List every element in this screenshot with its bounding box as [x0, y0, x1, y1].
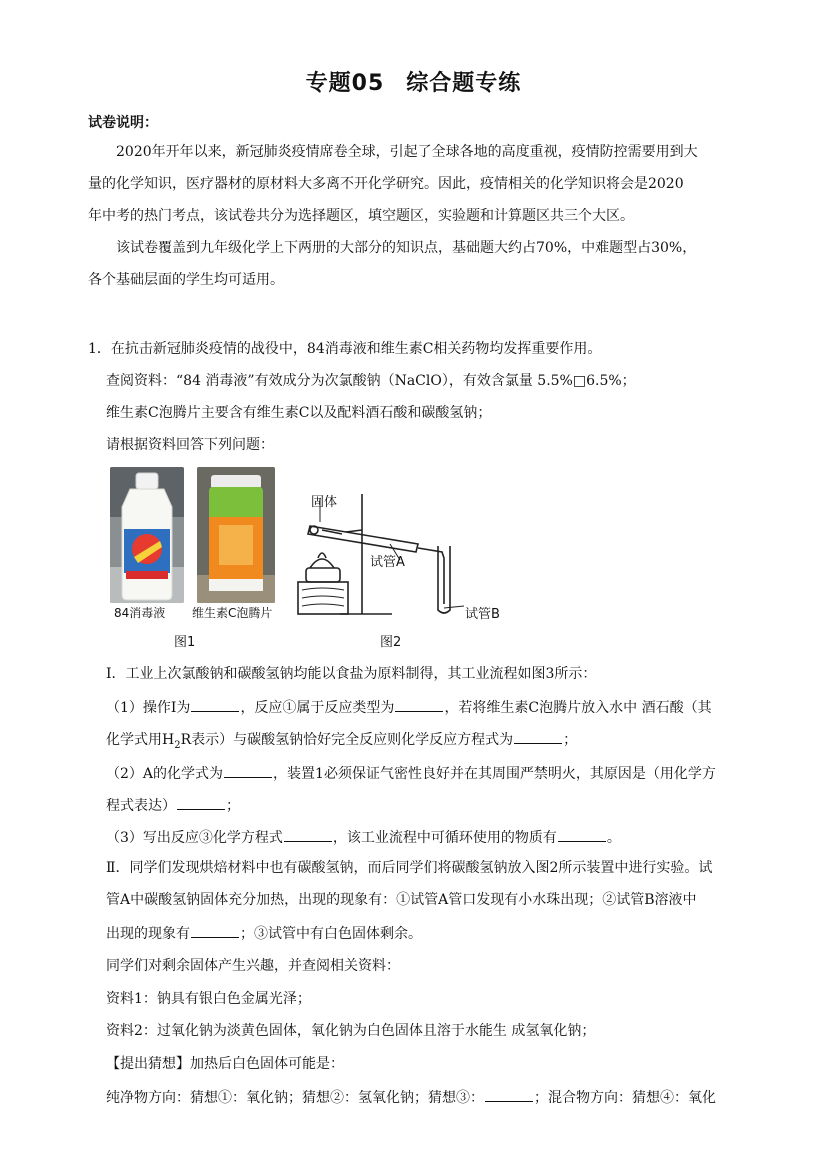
section-heading: 试卷说明：	[88, 115, 158, 131]
reference-info-1: 查阅资料：“84 消毒液”有效成分为次氯酸钠（NaClO），有效含氯量 5.5%□6.5%；	[106, 373, 636, 389]
answer-blank	[191, 923, 239, 938]
figure-2-label: 图2	[380, 635, 402, 650]
part1-intro: Ⅰ．工业上次氯酸钠和碳酸氢钠均能以食盐为原料制得，其工业流程如图3所示：	[106, 666, 597, 682]
photo2-caption: 维生素C泡腾片	[192, 606, 273, 620]
photo1-caption: 84消毒液	[114, 606, 166, 620]
hypothesis-line: 纯净物方向：猜想①：氧化钠；猜想②：氢氧化钠；猜想③： ；混合物方向：猜想④：氧化	[106, 1087, 716, 1107]
page-title	[0, 66, 827, 97]
figure-1-label: 图1	[174, 635, 196, 650]
answer-blank	[177, 795, 225, 810]
vitamin-c-photo	[197, 467, 275, 603]
label-solid: 固体	[311, 495, 338, 510]
answer-blank	[558, 827, 606, 842]
answer-blank	[485, 1087, 533, 1102]
subquestion-1-line-1: （1）操作Ⅰ为 ，反应①属于反应类型为 ，若将维生素C泡腾片放入水中 酒石酸（其	[106, 697, 712, 717]
intro-line-1: 2020年开年以来，新冠肺炎疫情席卷全球，引起了全球各地的高度重视，疫情防控需要用到大	[116, 144, 698, 160]
disinfectant-photo	[110, 467, 184, 603]
question-stem: 1．在抗击新冠肺炎疫情的战役中，84消毒液和维生素C相关药物均发挥重要作用。	[88, 341, 602, 357]
answer-blank	[224, 763, 272, 778]
subquestion-1-line-2: 化学式用$H_2R$表示）与碳酸氢钠恰好完全反应则化学反应方程式为 ；	[106, 729, 577, 755]
title-topic-number: 专题05	[305, 71, 385, 96]
part3-intro: 同学们对剩余固体产生兴趣，并查阅相关资料：	[106, 958, 400, 974]
subquestion-2-line-2: 程式表达） ；	[106, 795, 240, 815]
title-topic-name: 综合题专练	[406, 71, 522, 96]
label-tube-b: 试管B	[465, 607, 500, 622]
intro-line-4: 该试卷覆盖到九年级化学上下两册的大部分的知识点，基础题大约占70%，中难题型占30%，	[116, 240, 697, 256]
reference-1: 资料1：钠具有银白色金属光泽；	[106, 991, 311, 1007]
answer-blank	[284, 827, 332, 842]
answer-blank	[514, 729, 562, 744]
intro-line-2: 量的化学知识，医疗器材的原材料大多离不开化学研究。因此，疫情相关的化学知识将会是2020	[88, 176, 684, 192]
part2-line-2: 管A中碳酸氢钠固体充分加热，出现的现象有：①试管A管口发现有小水珠出现；②试管B溶液中	[106, 892, 697, 908]
answer-blank	[191, 697, 239, 712]
question-ask: 请根据资料回答下列问题：	[106, 437, 274, 453]
intro-line-5: 各个基础层面的学生均可适用。	[88, 272, 284, 288]
hypothesis-heading: 【提出猜想】加热后白色固体可能是：	[106, 1056, 344, 1072]
disinfectant-bottle-image	[110, 467, 184, 603]
part2-line-3: 出现的现象有 ；③试管中有白色固体剩余。	[106, 923, 422, 943]
subquestion-3: （3）写出反应③化学方程式 ，该工业流程中可循环使用的物质有 。	[106, 827, 621, 847]
subquestion-2-line-1: （2）A的化学式为 ，装置1必须保证气密性良好并在其周围严禁明火，其原因是（用化学方	[106, 763, 716, 783]
label-tube-a: 试管A	[370, 555, 405, 570]
answer-blank	[395, 697, 443, 712]
reference-info-2: 维生素C泡腾片主要含有维生素C以及配料酒石酸和碳酸氢钠；	[106, 405, 492, 421]
part2-line-1: Ⅱ．同学们发现烘焙材料中也有碳酸氢钠，而后同学们将碳酸氢钠放入图2所示装置中进行实验。试	[106, 860, 713, 876]
intro-line-3: 年中考的热门考点，该试卷共分为选择题区，填空题区，实验题和计算题区共三个大区。	[88, 208, 634, 224]
reference-2: 资料2：过氧化钠为淡黄色固体，氧化钠为白色固体且溶于水能生 成氢氧化钠；	[106, 1023, 596, 1039]
vitamin-c-tube-image	[197, 467, 275, 603]
